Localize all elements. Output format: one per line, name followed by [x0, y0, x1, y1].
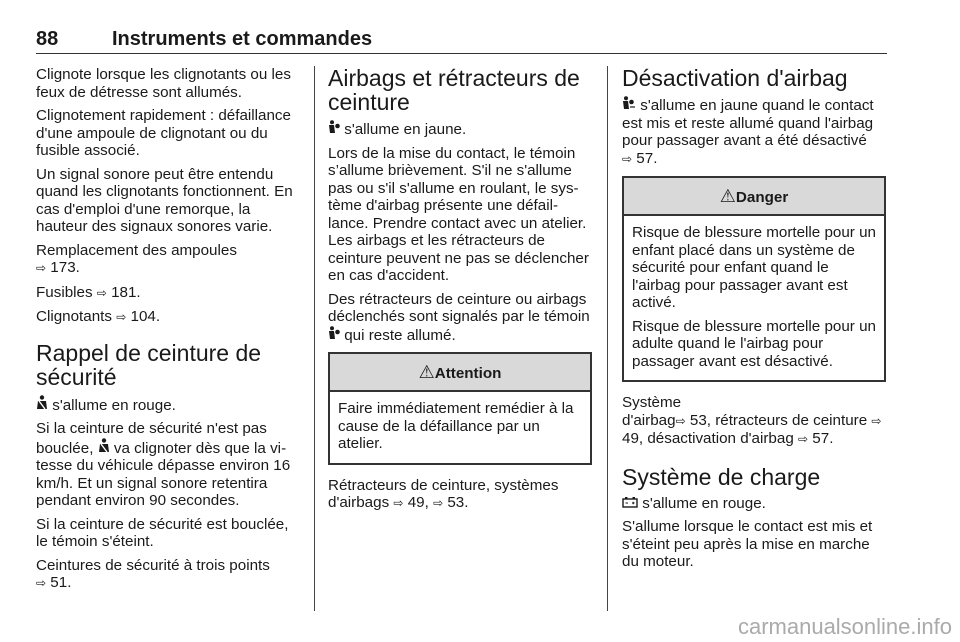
seatbelt-icon	[98, 438, 110, 458]
page-reference-link[interactable]: 49, désactivation d'airbag	[622, 430, 794, 447]
seatbelt-icon	[36, 395, 48, 415]
paragraph: Risque de blessure mortelle pour un enfant placé dans un système de sécurité pour enfant quand le l'airbag pour passager avant est activé.	[632, 224, 876, 311]
paragraph: Si la ceinture de sécurité est bouclée, le témoin s'éteint.	[36, 515, 289, 550]
reference-arrow-icon: ⇨	[798, 432, 809, 446]
reference-arrow-icon: ⇨	[675, 413, 686, 428]
section-heading: Système de charge	[622, 463, 821, 490]
paragraph	[36, 242, 300, 278]
paragraph: Rétracteurs de ceinture, systèmes d'airbags ⇨ 49, ⇨ 53.	[328, 476, 559, 511]
reference-arrow-icon: ⇨	[871, 413, 882, 428]
page-reference-link[interactable]: ⇨ 53.	[433, 494, 469, 511]
paragraph: Lors de la mise du contact, le témoin s’allume brièvement. S'il ne s'allume pas ou s'il s'allume en roulant, le système d'airbag présente une défaillance. Prendre contact avec un atelier. Les airbags et les rétracteurs de ceinture peuvent ne pas se déclencher en cas d'accident.	[328, 144, 589, 284]
paragraph: Clignote lorsque les clignotants ou les feux de détresse sont allumés.	[36, 66, 291, 101]
column-middle	[328, 66, 592, 519]
attention-box	[328, 352, 592, 465]
warning-triangle-icon: ⚠	[418, 362, 435, 382]
column-right	[622, 66, 886, 577]
paragraph: s'allume en jaune quand le contact est mis et reste allumé quand l'airbag pour passager avant a été désactivé ⇨ 57.	[622, 97, 874, 167]
paragraph: s'allume en rouge.	[622, 495, 886, 513]
paragraph: Un signal sonore peut être entendu quand les clignotants fonctionnent. En cas d'emploi d'une remorque, la hauteur des signaux sonores varie.	[36, 165, 293, 235]
column-divider	[607, 66, 608, 611]
paragraph: S'allume lorsque le contact est mis et s'éteint peu après la mise en marche du moteur.	[622, 518, 873, 570]
paragraph: Des rétracteurs de ceinture ou airbags déclenchés sont signalés par le témoin qui reste allumé.	[328, 290, 590, 344]
paragraph: Faire immédiatement remédier à la cause de la défaillance par un atelier.	[338, 400, 574, 452]
warning-triangle-icon: ⚠	[719, 186, 736, 206]
paragraph: Système d'airbag⇨ 53, rétracteurs de ceinture ⇨ 49, désactivation d'airbag ⇨ 57.	[622, 394, 882, 447]
section-heading: Rappel de ceinture de sécurité	[36, 339, 262, 390]
paragraph: Si la ceinture de sécurité n'est pas bouclée, va clignoter dès que la vitesse du véhicule dépasse environ 16 km/h. Et un signal sonore retentira pendant environ 90 secondes.	[36, 420, 291, 509]
reference-arrow-icon: ⇨	[116, 310, 127, 324]
airbag-icon	[328, 326, 340, 345]
page-title: Instruments et commandes	[112, 28, 373, 50]
column-left	[36, 66, 300, 599]
reference-arrow-icon: ⇨	[36, 261, 47, 275]
reference-arrow-icon: ⇨	[393, 496, 404, 510]
danger-box-header: ⚠Danger	[624, 178, 884, 216]
paragraph: Ceintures de sécurité à trois points ⇨ 51.	[36, 556, 270, 591]
paragraph: s'allume en rouge.	[36, 395, 300, 415]
page-reference-link[interactable]: ⇨ 104.	[116, 308, 161, 325]
reference-arrow-icon: ⇨	[96, 285, 107, 300]
reference-arrow-icon: ⇨	[36, 576, 47, 590]
reference-arrow-icon: ⇨	[433, 496, 444, 510]
page-number: 88	[36, 28, 59, 50]
column-divider	[314, 66, 315, 611]
page-reference-link[interactable]: ⇨ 49,	[393, 494, 429, 511]
watermark: carmanualsonline.info	[737, 614, 952, 639]
reference-arrow-icon: ⇨	[622, 151, 633, 166]
paragraph: s'allume en jaune.	[328, 120, 592, 139]
reference-text: Remplacement des ampoules	[36, 241, 237, 259]
page-reference-link[interactable]: ⇨ 181.	[96, 283, 141, 301]
danger-box	[622, 176, 886, 382]
section-heading: Airbags et rétracteurs de ceinture	[328, 65, 580, 115]
airbag-icon	[328, 120, 340, 139]
page-reference-link[interactable]: ⇨ 173.	[36, 259, 80, 276]
header-divider	[36, 53, 887, 54]
airbag-off-icon	[622, 96, 636, 115]
paragraph: Risque de blessure mortelle pour un adulte quand le l'airbag pour passager avant est désactivé.	[632, 317, 876, 370]
battery-icon	[622, 495, 638, 513]
danger-box-body	[624, 216, 884, 380]
page-reference-link[interactable]: ⇨ 57.	[622, 149, 658, 167]
attention-box-body	[330, 392, 590, 463]
paragraph: Clignotement rapidement : défaillance d'une ampoule de clignotant ou du fusible associé.	[36, 107, 291, 159]
attention-box-header: ⚠Attention	[330, 354, 590, 392]
section-heading: Désactivation d'airbag	[622, 65, 848, 91]
paragraph: Clignotants ⇨ 104.	[36, 308, 161, 325]
page-header	[36, 26, 886, 52]
paragraph: Fusibles ⇨ 181.	[36, 283, 141, 301]
page-reference-link[interactable]: ⇨ 53, rétracteurs de ceinture	[675, 411, 868, 429]
page-reference-link[interactable]: ⇨ 57.	[798, 430, 834, 447]
page-reference-link[interactable]: ⇨ 51.	[36, 574, 72, 591]
